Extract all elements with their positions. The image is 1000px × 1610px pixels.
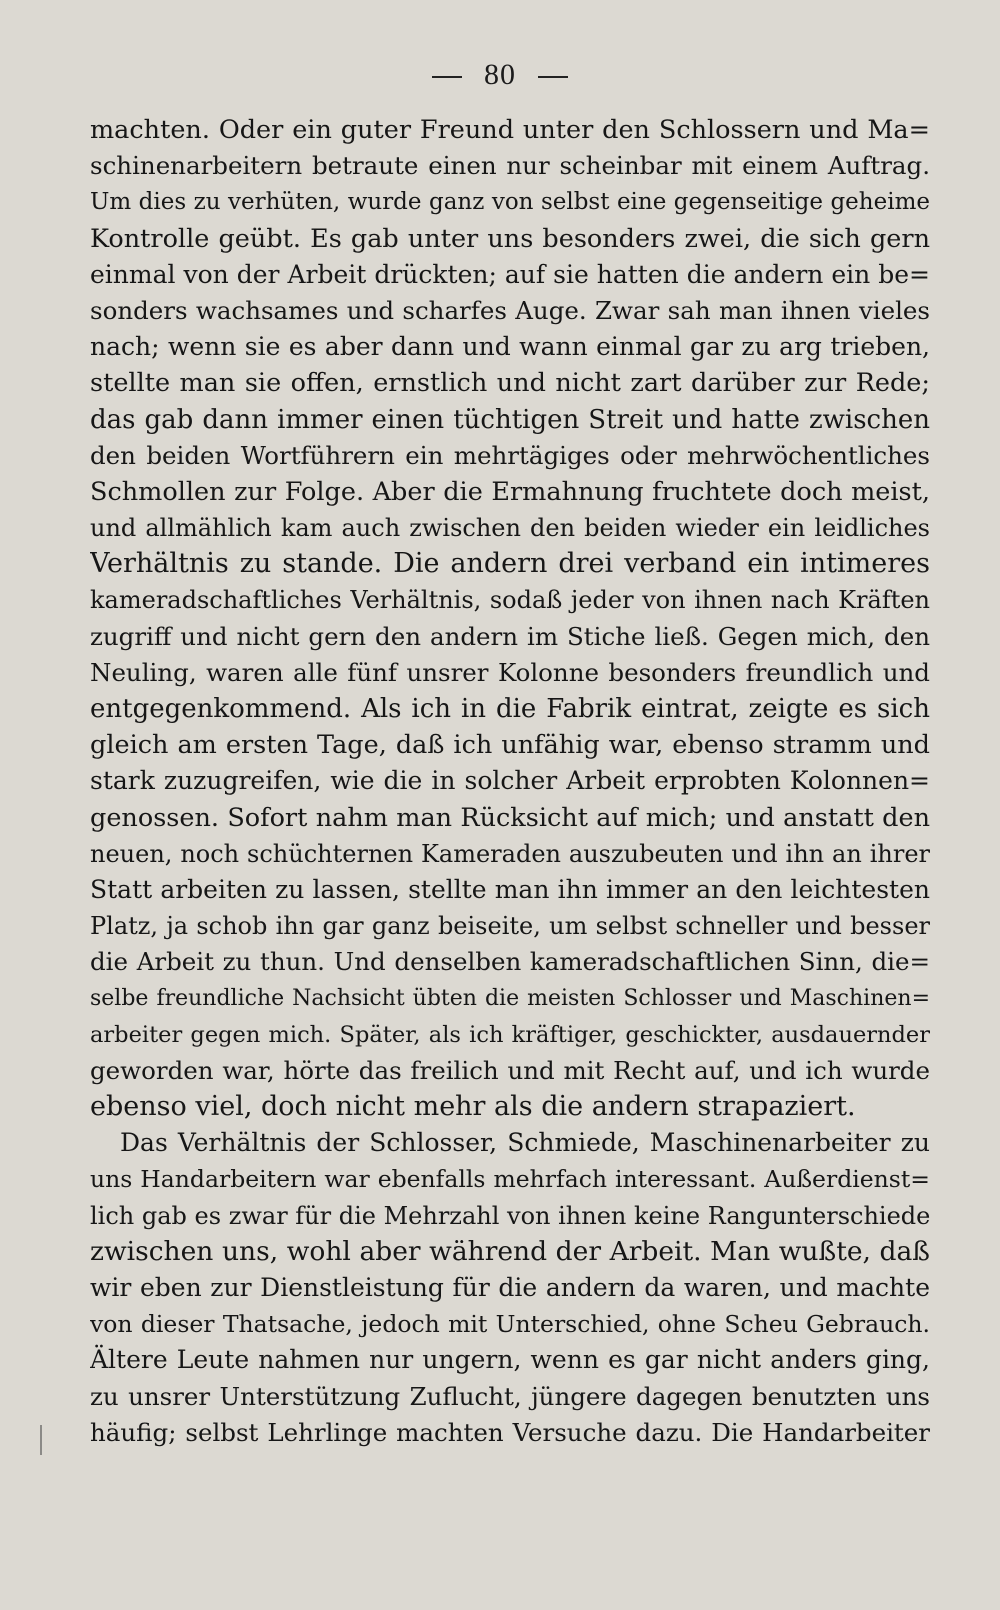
text-line: genossen. Sofort nahm man Rücksicht auf mich; und anstatt den [90,802,930,833]
text-line: nach; wenn sie es aber dann und wann einmal gar zu arg trieben, [90,332,930,362]
text-line: zwischen uns, wohl aber während der Arbeit. Man wußte, daß [90,1235,930,1267]
text-line: zugriff und nicht gern den andern im Stiche ließ. Gegen mich, den [90,621,930,651]
text-line: Um dies zu verhüten, wurde ganz von selbst eine gegenseitige geheime [90,189,930,216]
text-line: gleich am ersten Tage, daß ich unfähig war, ebenso stramm und [90,730,930,761]
text-line: zu unsrer Unterstützung Zuflucht, jüngere dagegen benutzten uns [90,1381,930,1411]
text-line: geworden war, hörte das freilich und mit Recht auf, und ich wurde [90,1055,930,1085]
text-line: ebenso viel, doch nicht mehr als die andern strapaziert. [90,1091,856,1123]
text-line: und allmählich kam auch zwischen den beiden wieder ein leidliches [90,514,930,543]
text-line: selbe freundliche Nachsicht übten die meisten Schlosser und Maschinen= [90,985,930,1011]
text-line: kameradschaftliches Verhältnis, sodaß jeder von ihnen nach Kräften [90,586,930,615]
text-line: Das Verhältnis der Schlosser, Schmiede, Maschinenarbeiter zu [120,1128,930,1158]
text-line: entgegenkommend. Als ich in die Fabrik eintrat, zeigte es sich [90,694,930,724]
text-line: stellte man sie offen, ernstlich und nicht zart darüber zur Rede; [90,368,930,399]
text-line: das gab dann immer einen tüchtigen Streit und hatte zwischen [90,404,930,435]
body-text [90,112,930,1451]
text-line: Kontrolle geübt. Es gab unter uns besonders zwei, die sich gern [90,223,930,254]
page-number-header [0,58,1000,92]
text-line: einmal von der Arbeit drückten; auf sie hatten die andern ein be= [90,259,930,289]
margin-mark [40,1425,42,1455]
text-line: lich gab es zwar für die Mehrzahl von ihnen keine Rangunterschiede [90,1201,930,1230]
right-dash [538,76,568,78]
page-number: 80 [484,58,516,91]
text-line: Statt arbeiten zu lassen, stellte man ihn immer an den leichtesten [90,874,930,904]
text-line: den beiden Wortführern ein mehrtägiges oder mehrwöchentliches [90,440,930,470]
text-line: Verhältnis zu stande. Die andern drei verband ein intimeres [90,548,930,580]
text-line: arbeiter gegen mich. Später, als ich kräftiger, geschickter, ausdauernder [90,1021,930,1048]
left-dash [432,76,462,78]
text-line: häufig; selbst Lehrlinge machten Versuche dazu. Die Handarbeiter [90,1417,930,1447]
text-line: sonders wachsames und scharfes Auge. Zwar sah man ihnen vieles [90,295,930,325]
text-line: stark zuzugreifen, wie die in solcher Arbeit erprobten Kolonnen= [90,766,930,796]
text-line: machten. Oder ein guter Freund unter den Schlossern und Ma= [90,115,930,145]
text-line: uns Handarbeitern war ebenfalls mehrfach interessant. Außerdienst= [90,1165,930,1194]
text-line: die Arbeit zu thun. Und denselben kameradschaftlichen Sinn, die= [90,947,930,977]
text-line: schinenarbeitern betraute einen nur scheinbar mit einem Auftrag. [90,151,930,181]
text-line: von dieser Thatsache, jedoch mit Unterschied, ohne Scheu Gebrauch. [90,1310,930,1339]
text-line: Platz, ja schob ihn gar ganz beiseite, um selbst schneller und besser [90,912,930,941]
text-line: Ältere Leute nahmen nur ungern, wenn es gar nicht anders ging, [90,1345,930,1375]
text-line: wir eben zur Dienstleistung für die andern da waren, und machte [90,1273,930,1302]
text-line: Schmollen zur Folge. Aber die Ermahnung fruchtete doch meist, [90,476,930,507]
text-line: neuen, noch schüchternen Kameraden auszubeuten und ihn an ihrer [90,839,930,868]
text-line: Neuling, waren alle fünf unsrer Kolonne besonders freundlich und [90,657,930,687]
